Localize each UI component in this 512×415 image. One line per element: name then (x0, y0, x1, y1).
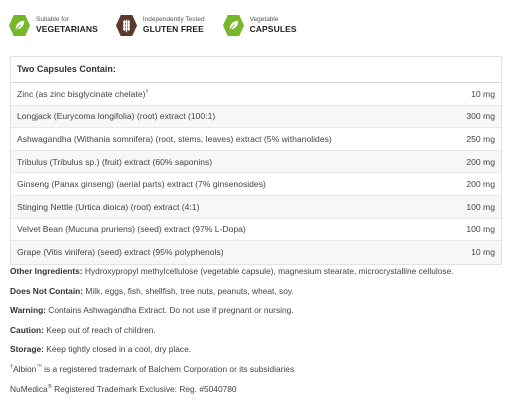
ingredient-name: Ginseng (Panax ginseng) (aerial parts) extract (7% ginsenosides) (17, 179, 266, 190)
ingredient-name: Stinging Nettle (Urtica dioica) (root) extract (4:1) (17, 201, 200, 212)
dagger-mark: † (10, 364, 14, 371)
numedica-trademark (10, 385, 504, 405)
note-text: Registered Trademark Exclusive: Reg. #5040780 (51, 383, 237, 394)
ingredient-row-velvet-bean (11, 219, 501, 242)
trademark-mark: ™ (36, 364, 42, 371)
note-text: Contains Ashwagandha Extract. Do not use if pregnant or nursing. (45, 305, 294, 316)
facts-header: Two Capsules Contain: (11, 57, 501, 83)
ingredient-row-longjack (11, 106, 501, 129)
ingredient-row-ginseng (11, 173, 501, 196)
dagger-mark: † (145, 88, 149, 95)
caution (10, 326, 504, 346)
leaf-icon (222, 14, 245, 37)
note-text: Milk, eggs, fish, shellfish, tree nuts, peanuts, wheat, soy. (83, 285, 294, 296)
note-label: Other Ingredients: (10, 266, 83, 276)
ingredient-name: Grape (Vitis vinifera) (seed) extract (95% polyphenols) (17, 247, 224, 258)
does-not-contain (10, 287, 504, 307)
ingredient-label: Zinc (as zinc bisglycinate chelate) (17, 88, 146, 99)
ingredient-row-ashwagandha (11, 128, 501, 151)
brand-name: NuMedica (10, 383, 48, 394)
ingredient-name: Velvet Bean (Mucuna pruriens) (seed) extract (97% L-Dopa) (17, 224, 246, 235)
ingredient-amount: 10 mg (471, 88, 495, 99)
ingredient-amount: 100 mg (466, 201, 495, 212)
badge-title: VEGETARIANS (36, 24, 98, 34)
ingredient-name (17, 89, 149, 99)
gluten-free-badge (115, 14, 205, 37)
wheat-icon (115, 14, 138, 37)
note-label: Caution: (10, 324, 44, 335)
ingredient-amount: 250 mg (466, 133, 495, 144)
badge-caption: Suitable for (36, 15, 69, 23)
badge-title: GLUTEN FREE (142, 24, 204, 34)
badge-title: CAPSULES (249, 24, 297, 34)
albion-trademark (10, 365, 504, 385)
note-label: Does Not Contain: (10, 285, 84, 296)
ingredient-amount: 10 mg (471, 247, 495, 258)
warning (10, 306, 504, 326)
ingredient-amount: 300 mg (466, 111, 495, 122)
note-text: Hydroxypropyl methylcellulose (vegetable capsule), magnesium stearate, microcrystalline cellulose. (82, 266, 454, 276)
ingredient-amount: 200 mg (466, 156, 495, 167)
ingredient-row-tribulus (11, 151, 501, 174)
registered-mark: ® (47, 383, 52, 390)
storage (10, 345, 504, 365)
badge-caption: Independently Tested (142, 15, 205, 23)
ingredient-amount: 200 mg (466, 179, 495, 190)
ingredient-name: Longjack (Eurycoma longifolia) (root) extract (100:1) (17, 111, 216, 122)
supplement-facts-table (10, 56, 502, 265)
certification-badges (8, 12, 314, 38)
ingredient-name: Tribulus (Tribulus sp.) (fruit) extract (60% saponins) (17, 156, 213, 167)
ingredient-row-zinc (11, 83, 501, 106)
brand-name: Albion (13, 363, 37, 374)
note-text: is a registered trademark of Balchem Corporation or its subsidiaries (41, 363, 295, 374)
ingredient-row-grape (11, 241, 501, 264)
other-ingredients (10, 267, 504, 287)
note-text: Keep out of reach of children. (43, 324, 156, 335)
ingredient-amount: 100 mg (466, 224, 495, 235)
ingredient-name: Ashwagandha (Withania somnifera) (root, stems, leaves) extract (5% withanolides) (17, 133, 332, 144)
product-notes (10, 267, 504, 404)
vegetable-capsules-badge (222, 14, 297, 37)
leaf-icon (8, 14, 31, 37)
note-label: Warning: (10, 305, 46, 316)
badge-caption: Vegetable (249, 15, 279, 23)
note-text: Keep tightly closed in a cool, dry place. (43, 344, 192, 355)
note-label: Storage: (10, 344, 44, 355)
ingredient-row-stinging-nettle (11, 196, 501, 219)
vegetarian-badge (8, 14, 98, 37)
